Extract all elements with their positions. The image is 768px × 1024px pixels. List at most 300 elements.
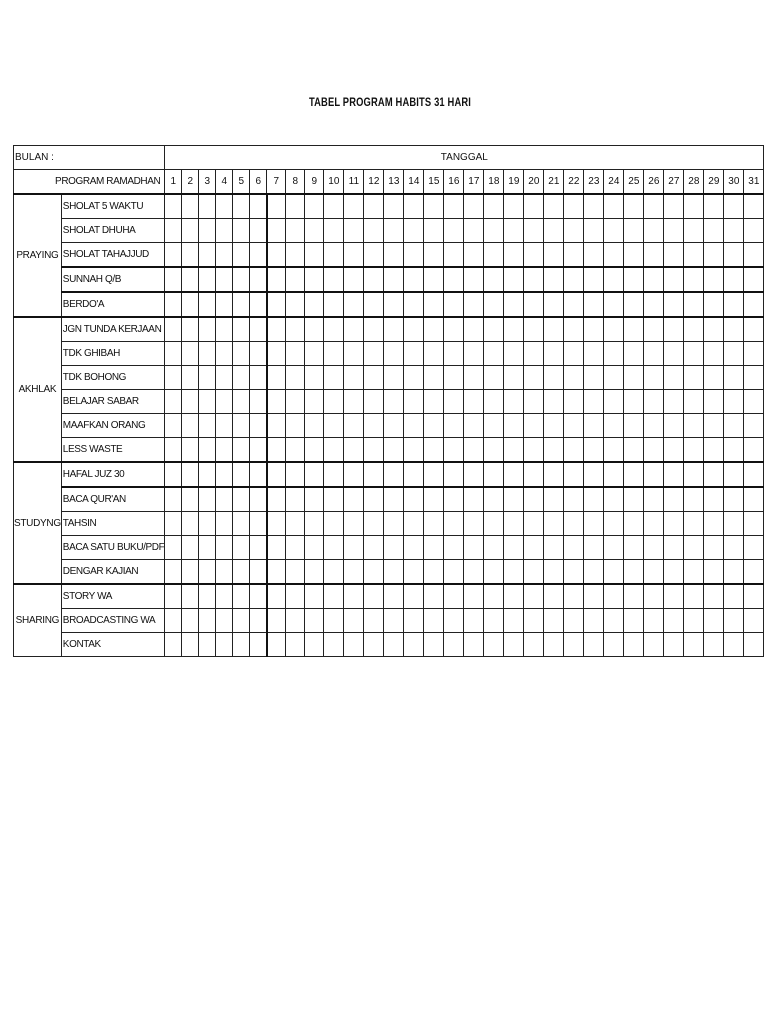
checkbox-cell[interactable]	[524, 194, 544, 219]
checkbox-cell[interactable]	[504, 292, 524, 317]
checkbox-cell[interactable]	[364, 366, 384, 390]
checkbox-cell[interactable]	[286, 438, 305, 463]
checkbox-cell[interactable]	[504, 462, 524, 487]
checkbox-cell[interactable]	[504, 194, 524, 219]
checkbox-cell[interactable]	[344, 219, 364, 243]
checkbox-cell[interactable]	[384, 512, 404, 536]
checkbox-cell[interactable]	[233, 536, 250, 560]
checkbox-cell[interactable]	[165, 633, 182, 657]
checkbox-cell[interactable]	[704, 462, 724, 487]
checkbox-cell[interactable]	[216, 462, 233, 487]
checkbox-cell[interactable]	[165, 462, 182, 487]
checkbox-cell[interactable]	[233, 438, 250, 463]
checkbox-cell[interactable]	[250, 560, 267, 585]
checkbox-cell[interactable]	[644, 414, 664, 438]
checkbox-cell[interactable]	[644, 292, 664, 317]
checkbox-cell[interactable]	[364, 390, 384, 414]
checkbox-cell[interactable]	[199, 194, 216, 219]
checkbox-cell[interactable]	[444, 633, 464, 657]
checkbox-cell[interactable]	[165, 414, 182, 438]
checkbox-cell[interactable]	[744, 194, 764, 219]
checkbox-cell[interactable]	[564, 438, 584, 463]
checkbox-cell[interactable]	[604, 243, 624, 268]
checkbox-cell[interactable]	[233, 390, 250, 414]
checkbox-cell[interactable]	[664, 462, 684, 487]
checkbox-cell[interactable]	[684, 219, 704, 243]
checkbox-cell[interactable]	[364, 243, 384, 268]
checkbox-cell[interactable]	[504, 584, 524, 609]
checkbox-cell[interactable]	[384, 487, 404, 512]
checkbox-cell[interactable]	[267, 194, 286, 219]
checkbox-cell[interactable]	[199, 366, 216, 390]
checkbox-cell[interactable]	[724, 219, 744, 243]
checkbox-cell[interactable]	[404, 609, 424, 633]
checkbox-cell[interactable]	[584, 487, 604, 512]
checkbox-cell[interactable]	[604, 267, 624, 292]
checkbox-cell[interactable]	[744, 366, 764, 390]
checkbox-cell[interactable]	[344, 438, 364, 463]
checkbox-cell[interactable]	[724, 560, 744, 585]
checkbox-cell[interactable]	[286, 292, 305, 317]
checkbox-cell[interactable]	[344, 633, 364, 657]
checkbox-cell[interactable]	[384, 438, 404, 463]
checkbox-cell[interactable]	[744, 438, 764, 463]
checkbox-cell[interactable]	[182, 487, 199, 512]
checkbox-cell[interactable]	[384, 609, 404, 633]
checkbox-cell[interactable]	[250, 342, 267, 366]
checkbox-cell[interactable]	[424, 342, 444, 366]
checkbox-cell[interactable]	[267, 342, 286, 366]
checkbox-cell[interactable]	[484, 512, 504, 536]
checkbox-cell[interactable]	[664, 194, 684, 219]
checkbox-cell[interactable]	[444, 414, 464, 438]
checkbox-cell[interactable]	[524, 609, 544, 633]
checkbox-cell[interactable]	[404, 560, 424, 585]
checkbox-cell[interactable]	[704, 342, 724, 366]
checkbox-cell[interactable]	[199, 414, 216, 438]
checkbox-cell[interactable]	[644, 390, 664, 414]
checkbox-cell[interactable]	[604, 633, 624, 657]
checkbox-cell[interactable]	[564, 366, 584, 390]
checkbox-cell[interactable]	[624, 609, 644, 633]
checkbox-cell[interactable]	[344, 243, 364, 268]
checkbox-cell[interactable]	[544, 292, 564, 317]
checkbox-cell[interactable]	[544, 633, 564, 657]
checkbox-cell[interactable]	[524, 317, 544, 342]
checkbox-cell[interactable]	[564, 609, 584, 633]
checkbox-cell[interactable]	[182, 414, 199, 438]
checkbox-cell[interactable]	[604, 342, 624, 366]
checkbox-cell[interactable]	[504, 487, 524, 512]
checkbox-cell[interactable]	[464, 536, 484, 560]
checkbox-cell[interactable]	[267, 267, 286, 292]
checkbox-cell[interactable]	[199, 584, 216, 609]
checkbox-cell[interactable]	[424, 438, 444, 463]
checkbox-cell[interactable]	[233, 243, 250, 268]
checkbox-cell[interactable]	[364, 584, 384, 609]
checkbox-cell[interactable]	[424, 414, 444, 438]
checkbox-cell[interactable]	[624, 414, 644, 438]
checkbox-cell[interactable]	[504, 267, 524, 292]
checkbox-cell[interactable]	[604, 462, 624, 487]
checkbox-cell[interactable]	[384, 560, 404, 585]
checkbox-cell[interactable]	[216, 317, 233, 342]
checkbox-cell[interactable]	[182, 512, 199, 536]
checkbox-cell[interactable]	[684, 194, 704, 219]
checkbox-cell[interactable]	[704, 219, 724, 243]
checkbox-cell[interactable]	[664, 267, 684, 292]
checkbox-cell[interactable]	[484, 366, 504, 390]
checkbox-cell[interactable]	[324, 560, 344, 585]
checkbox-cell[interactable]	[464, 317, 484, 342]
checkbox-cell[interactable]	[704, 292, 724, 317]
checkbox-cell[interactable]	[484, 317, 504, 342]
checkbox-cell[interactable]	[286, 267, 305, 292]
checkbox-cell[interactable]	[684, 512, 704, 536]
checkbox-cell[interactable]	[664, 536, 684, 560]
checkbox-cell[interactable]	[250, 219, 267, 243]
checkbox-cell[interactable]	[165, 390, 182, 414]
checkbox-cell[interactable]	[684, 438, 704, 463]
checkbox-cell[interactable]	[704, 414, 724, 438]
checkbox-cell[interactable]	[464, 438, 484, 463]
checkbox-cell[interactable]	[233, 462, 250, 487]
checkbox-cell[interactable]	[564, 633, 584, 657]
checkbox-cell[interactable]	[305, 267, 324, 292]
checkbox-cell[interactable]	[199, 390, 216, 414]
checkbox-cell[interactable]	[484, 633, 504, 657]
checkbox-cell[interactable]	[286, 390, 305, 414]
checkbox-cell[interactable]	[344, 536, 364, 560]
checkbox-cell[interactable]	[305, 560, 324, 585]
checkbox-cell[interactable]	[704, 366, 724, 390]
checkbox-cell[interactable]	[216, 219, 233, 243]
checkbox-cell[interactable]	[704, 536, 724, 560]
checkbox-cell[interactable]	[744, 292, 764, 317]
checkbox-cell[interactable]	[484, 390, 504, 414]
checkbox-cell[interactable]	[544, 438, 564, 463]
checkbox-cell[interactable]	[584, 414, 604, 438]
checkbox-cell[interactable]	[364, 512, 384, 536]
checkbox-cell[interactable]	[704, 609, 724, 633]
checkbox-cell[interactable]	[182, 633, 199, 657]
checkbox-cell[interactable]	[564, 462, 584, 487]
checkbox-cell[interactable]	[182, 462, 199, 487]
checkbox-cell[interactable]	[464, 462, 484, 487]
checkbox-cell[interactable]	[233, 317, 250, 342]
checkbox-cell[interactable]	[604, 584, 624, 609]
checkbox-cell[interactable]	[305, 512, 324, 536]
checkbox-cell[interactable]	[286, 512, 305, 536]
checkbox-cell[interactable]	[182, 609, 199, 633]
checkbox-cell[interactable]	[267, 633, 286, 657]
checkbox-cell[interactable]	[644, 560, 664, 585]
checkbox-cell[interactable]	[182, 194, 199, 219]
checkbox-cell[interactable]	[305, 219, 324, 243]
checkbox-cell[interactable]	[404, 633, 424, 657]
checkbox-cell[interactable]	[564, 487, 584, 512]
checkbox-cell[interactable]	[286, 342, 305, 366]
checkbox-cell[interactable]	[424, 584, 444, 609]
checkbox-cell[interactable]	[305, 584, 324, 609]
checkbox-cell[interactable]	[344, 487, 364, 512]
checkbox-cell[interactable]	[604, 536, 624, 560]
checkbox-cell[interactable]	[644, 194, 664, 219]
checkbox-cell[interactable]	[364, 317, 384, 342]
checkbox-cell[interactable]	[216, 438, 233, 463]
checkbox-cell[interactable]	[684, 292, 704, 317]
checkbox-cell[interactable]	[250, 438, 267, 463]
checkbox-cell[interactable]	[165, 609, 182, 633]
checkbox-cell[interactable]	[324, 487, 344, 512]
checkbox-cell[interactable]	[182, 243, 199, 268]
checkbox-cell[interactable]	[182, 536, 199, 560]
checkbox-cell[interactable]	[624, 536, 644, 560]
checkbox-cell[interactable]	[364, 487, 384, 512]
checkbox-cell[interactable]	[524, 414, 544, 438]
checkbox-cell[interactable]	[584, 633, 604, 657]
checkbox-cell[interactable]	[404, 512, 424, 536]
checkbox-cell[interactable]	[464, 342, 484, 366]
checkbox-cell[interactable]	[324, 390, 344, 414]
checkbox-cell[interactable]	[584, 194, 604, 219]
checkbox-cell[interactable]	[744, 317, 764, 342]
checkbox-cell[interactable]	[724, 438, 744, 463]
checkbox-cell[interactable]	[404, 536, 424, 560]
checkbox-cell[interactable]	[664, 633, 684, 657]
checkbox-cell[interactable]	[364, 536, 384, 560]
checkbox-cell[interactable]	[724, 462, 744, 487]
checkbox-cell[interactable]	[344, 512, 364, 536]
checkbox-cell[interactable]	[504, 390, 524, 414]
checkbox-cell[interactable]	[216, 342, 233, 366]
checkbox-cell[interactable]	[484, 267, 504, 292]
checkbox-cell[interactable]	[286, 366, 305, 390]
checkbox-cell[interactable]	[724, 414, 744, 438]
checkbox-cell[interactable]	[182, 292, 199, 317]
checkbox-cell[interactable]	[584, 292, 604, 317]
checkbox-cell[interactable]	[324, 292, 344, 317]
checkbox-cell[interactable]	[564, 194, 584, 219]
checkbox-cell[interactable]	[233, 267, 250, 292]
checkbox-cell[interactable]	[305, 438, 324, 463]
checkbox-cell[interactable]	[564, 414, 584, 438]
checkbox-cell[interactable]	[182, 560, 199, 585]
checkbox-cell[interactable]	[444, 487, 464, 512]
checkbox-cell[interactable]	[544, 219, 564, 243]
checkbox-cell[interactable]	[424, 512, 444, 536]
checkbox-cell[interactable]	[624, 560, 644, 585]
checkbox-cell[interactable]	[644, 584, 664, 609]
checkbox-cell[interactable]	[744, 609, 764, 633]
checkbox-cell[interactable]	[624, 267, 644, 292]
checkbox-cell[interactable]	[444, 243, 464, 268]
checkbox-cell[interactable]	[524, 243, 544, 268]
checkbox-cell[interactable]	[199, 633, 216, 657]
checkbox-cell[interactable]	[464, 512, 484, 536]
checkbox-cell[interactable]	[524, 219, 544, 243]
checkbox-cell[interactable]	[704, 633, 724, 657]
checkbox-cell[interactable]	[324, 317, 344, 342]
checkbox-cell[interactable]	[464, 292, 484, 317]
checkbox-cell[interactable]	[344, 584, 364, 609]
checkbox-cell[interactable]	[724, 584, 744, 609]
checkbox-cell[interactable]	[165, 292, 182, 317]
checkbox-cell[interactable]	[324, 267, 344, 292]
checkbox-cell[interactable]	[267, 487, 286, 512]
checkbox-cell[interactable]	[484, 560, 504, 585]
checkbox-cell[interactable]	[604, 292, 624, 317]
checkbox-cell[interactable]	[199, 560, 216, 585]
checkbox-cell[interactable]	[324, 243, 344, 268]
checkbox-cell[interactable]	[165, 243, 182, 268]
checkbox-cell[interactable]	[286, 633, 305, 657]
checkbox-cell[interactable]	[424, 292, 444, 317]
checkbox-cell[interactable]	[364, 267, 384, 292]
checkbox-cell[interactable]	[364, 438, 384, 463]
checkbox-cell[interactable]	[344, 560, 364, 585]
checkbox-cell[interactable]	[544, 512, 564, 536]
checkbox-cell[interactable]	[344, 317, 364, 342]
checkbox-cell[interactable]	[344, 609, 364, 633]
checkbox-cell[interactable]	[724, 512, 744, 536]
checkbox-cell[interactable]	[624, 194, 644, 219]
checkbox-cell[interactable]	[544, 536, 564, 560]
checkbox-cell[interactable]	[464, 487, 484, 512]
checkbox-cell[interactable]	[267, 584, 286, 609]
checkbox-cell[interactable]	[404, 267, 424, 292]
checkbox-cell[interactable]	[250, 267, 267, 292]
checkbox-cell[interactable]	[464, 584, 484, 609]
checkbox-cell[interactable]	[624, 366, 644, 390]
checkbox-cell[interactable]	[684, 342, 704, 366]
checkbox-cell[interactable]	[444, 292, 464, 317]
checkbox-cell[interactable]	[344, 462, 364, 487]
checkbox-cell[interactable]	[504, 512, 524, 536]
checkbox-cell[interactable]	[165, 219, 182, 243]
checkbox-cell[interactable]	[584, 462, 604, 487]
checkbox-cell[interactable]	[584, 560, 604, 585]
checkbox-cell[interactable]	[324, 536, 344, 560]
checkbox-cell[interactable]	[584, 366, 604, 390]
checkbox-cell[interactable]	[664, 584, 684, 609]
checkbox-cell[interactable]	[564, 292, 584, 317]
checkbox-cell[interactable]	[744, 487, 764, 512]
checkbox-cell[interactable]	[484, 194, 504, 219]
checkbox-cell[interactable]	[464, 390, 484, 414]
checkbox-cell[interactable]	[216, 487, 233, 512]
checkbox-cell[interactable]	[524, 366, 544, 390]
checkbox-cell[interactable]	[484, 219, 504, 243]
checkbox-cell[interactable]	[404, 317, 424, 342]
checkbox-cell[interactable]	[267, 462, 286, 487]
checkbox-cell[interactable]	[704, 317, 724, 342]
checkbox-cell[interactable]	[250, 633, 267, 657]
checkbox-cell[interactable]	[504, 560, 524, 585]
checkbox-cell[interactable]	[199, 609, 216, 633]
checkbox-cell[interactable]	[504, 219, 524, 243]
checkbox-cell[interactable]	[286, 414, 305, 438]
checkbox-cell[interactable]	[267, 512, 286, 536]
checkbox-cell[interactable]	[744, 560, 764, 585]
checkbox-cell[interactable]	[305, 633, 324, 657]
checkbox-cell[interactable]	[199, 243, 216, 268]
checkbox-cell[interactable]	[424, 487, 444, 512]
checkbox-cell[interactable]	[384, 194, 404, 219]
checkbox-cell[interactable]	[644, 487, 664, 512]
checkbox-cell[interactable]	[344, 390, 364, 414]
checkbox-cell[interactable]	[424, 633, 444, 657]
checkbox-cell[interactable]	[364, 462, 384, 487]
checkbox-cell[interactable]	[504, 633, 524, 657]
checkbox-cell[interactable]	[524, 438, 544, 463]
checkbox-cell[interactable]	[444, 366, 464, 390]
checkbox-cell[interactable]	[286, 219, 305, 243]
checkbox-cell[interactable]	[384, 366, 404, 390]
checkbox-cell[interactable]	[182, 366, 199, 390]
checkbox-cell[interactable]	[404, 243, 424, 268]
checkbox-cell[interactable]	[664, 512, 684, 536]
checkbox-cell[interactable]	[324, 438, 344, 463]
checkbox-cell[interactable]	[344, 414, 364, 438]
checkbox-cell[interactable]	[216, 560, 233, 585]
checkbox-cell[interactable]	[444, 438, 464, 463]
checkbox-cell[interactable]	[216, 390, 233, 414]
checkbox-cell[interactable]	[404, 342, 424, 366]
checkbox-cell[interactable]	[216, 633, 233, 657]
checkbox-cell[interactable]	[524, 560, 544, 585]
checkbox-cell[interactable]	[267, 414, 286, 438]
checkbox-cell[interactable]	[216, 609, 233, 633]
checkbox-cell[interactable]	[544, 609, 564, 633]
checkbox-cell[interactable]	[504, 317, 524, 342]
checkbox-cell[interactable]	[324, 366, 344, 390]
checkbox-cell[interactable]	[724, 342, 744, 366]
checkbox-cell[interactable]	[344, 194, 364, 219]
checkbox-cell[interactable]	[484, 487, 504, 512]
checkbox-cell[interactable]	[182, 438, 199, 463]
checkbox-cell[interactable]	[744, 414, 764, 438]
checkbox-cell[interactable]	[604, 487, 624, 512]
checkbox-cell[interactable]	[324, 633, 344, 657]
checkbox-cell[interactable]	[484, 292, 504, 317]
checkbox-cell[interactable]	[724, 609, 744, 633]
checkbox-cell[interactable]	[724, 487, 744, 512]
checkbox-cell[interactable]	[724, 390, 744, 414]
checkbox-cell[interactable]	[744, 584, 764, 609]
checkbox-cell[interactable]	[384, 536, 404, 560]
checkbox-cell[interactable]	[644, 366, 664, 390]
checkbox-cell[interactable]	[384, 243, 404, 268]
checkbox-cell[interactable]	[250, 512, 267, 536]
checkbox-cell[interactable]	[286, 560, 305, 585]
checkbox-cell[interactable]	[233, 219, 250, 243]
checkbox-cell[interactable]	[165, 438, 182, 463]
checkbox-cell[interactable]	[199, 462, 216, 487]
checkbox-cell[interactable]	[484, 584, 504, 609]
checkbox-cell[interactable]	[584, 609, 604, 633]
checkbox-cell[interactable]	[504, 536, 524, 560]
checkbox-cell[interactable]	[584, 317, 604, 342]
checkbox-cell[interactable]	[444, 317, 464, 342]
checkbox-cell[interactable]	[305, 292, 324, 317]
checkbox-cell[interactable]	[384, 267, 404, 292]
checkbox-cell[interactable]	[464, 219, 484, 243]
checkbox-cell[interactable]	[684, 609, 704, 633]
checkbox-cell[interactable]	[644, 536, 664, 560]
checkbox-cell[interactable]	[704, 584, 724, 609]
checkbox-cell[interactable]	[564, 512, 584, 536]
